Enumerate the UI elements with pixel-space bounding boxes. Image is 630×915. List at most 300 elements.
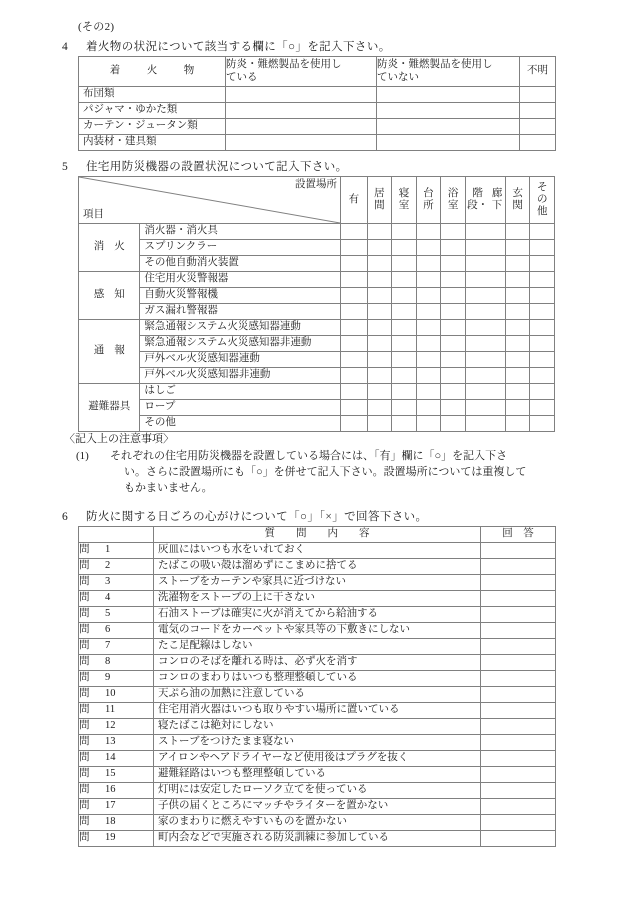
cell-unknown[interactable]	[520, 87, 556, 103]
table-row	[79, 783, 556, 799]
cell-answer[interactable]	[481, 543, 556, 559]
cell-unknown[interactable]	[520, 119, 556, 135]
col-header-has	[341, 177, 368, 224]
cell-item	[79, 135, 226, 151]
cell-location-genkan[interactable]	[505, 416, 530, 432]
cell-location-sonota[interactable]	[530, 352, 555, 368]
cell-location-daidokoro[interactable]	[416, 240, 441, 256]
vchar: 有	[348, 194, 360, 206]
cell-item-label: 内装材・建具類	[83, 136, 157, 148]
cell-location-sonota[interactable]	[530, 256, 555, 272]
cell-equipment-name-text: ロープ	[144, 401, 176, 413]
cell-location-kaidan_rouka[interactable]	[465, 368, 505, 384]
cell-location-ima[interactable]	[367, 272, 392, 288]
cell-location-shinshitsu[interactable]	[392, 336, 417, 352]
cell-item-label: 布団類	[83, 88, 115, 100]
cell-question-label: 問	[79, 736, 90, 748]
instruction-item	[64, 449, 534, 497]
cell-location-daidokoro[interactable]	[416, 352, 441, 368]
cell-equipment-name	[140, 368, 341, 384]
cell-location-genkan[interactable]	[505, 256, 530, 272]
col-header-bedroom	[392, 177, 417, 224]
cell-location-aru[interactable]	[341, 240, 368, 256]
cell-location-daidokoro[interactable]	[416, 336, 441, 352]
col-header-question-content: 質 問 内 容	[154, 527, 481, 543]
cell-equipment-name-text: 緊急通報システム火災感知器連動	[144, 321, 301, 333]
cell-item	[79, 87, 226, 103]
cell-question-content	[154, 559, 481, 575]
cell-question-label: 問	[79, 784, 90, 796]
cell-location-aru[interactable]	[341, 304, 368, 320]
table-header-row	[79, 527, 556, 543]
cell-question-content	[154, 607, 481, 623]
cell-location-sonota[interactable]	[530, 224, 555, 240]
cell-location-ima[interactable]	[367, 400, 392, 416]
cell-question-no	[79, 751, 154, 767]
cell-question-content	[154, 815, 481, 831]
cell-question-content	[154, 671, 481, 687]
cell-location-genkan[interactable]	[505, 320, 530, 336]
cell-location-kaidan_rouka[interactable]	[465, 320, 505, 336]
cell-location-aru[interactable]	[341, 416, 368, 432]
cell-question-label: 問	[79, 720, 90, 732]
cell-location-sonota[interactable]	[530, 336, 555, 352]
cell-location-genkan[interactable]	[505, 400, 530, 416]
cell-location-shinshitsu[interactable]	[392, 288, 417, 304]
row-group-label	[79, 384, 140, 432]
section-4-number: 4	[62, 41, 69, 53]
section-6-number: 6	[62, 511, 69, 523]
cell-question-no	[79, 623, 154, 639]
cell-equipment-name-text: その他自動消火装置	[144, 257, 239, 269]
cell-location-sonota[interactable]	[530, 416, 555, 432]
vchar: 室	[447, 200, 459, 211]
cell-location-ima[interactable]	[367, 352, 392, 368]
cell-flame-retardant-used[interactable]	[226, 87, 377, 103]
cell-question-label: 問	[79, 640, 90, 652]
cell-location-aru[interactable]	[341, 320, 368, 336]
cell-answer[interactable]	[481, 783, 556, 799]
cell-location-yokushitsu[interactable]	[441, 384, 466, 400]
table-row	[79, 256, 555, 272]
cell-location-aru[interactable]	[341, 384, 368, 400]
table-row	[79, 687, 556, 703]
cell-equipment-name-text: 住宅用火災警報器	[144, 273, 229, 285]
cell-location-kaidan_rouka[interactable]	[465, 400, 505, 416]
cell-location-yokushitsu[interactable]	[441, 352, 466, 368]
cell-location-yokushitsu[interactable]	[441, 304, 466, 320]
cell-question-content	[154, 639, 481, 655]
cell-flame-retardant-used[interactable]	[226, 135, 377, 151]
cell-location-sonota[interactable]	[530, 400, 555, 416]
cell-location-sonota[interactable]	[530, 240, 555, 256]
cell-unknown[interactable]	[520, 103, 556, 119]
cell-answer[interactable]	[481, 655, 556, 671]
table-row	[79, 799, 556, 815]
cell-location-ima[interactable]	[367, 368, 392, 384]
cell-location-kaidan_rouka[interactable]	[465, 304, 505, 320]
cell-question-content	[154, 687, 481, 703]
cell-flame-retardant-used[interactable]	[226, 103, 377, 119]
cell-question-content	[154, 767, 481, 783]
cell-location-aru[interactable]	[341, 368, 368, 384]
cell-question-content	[154, 575, 481, 591]
cell-equipment-name	[140, 320, 341, 336]
section-6-heading-text: 防火に関する日ごろの心がけについて「○」「×」で回答下さい。	[86, 511, 428, 523]
cell-location-shinshitsu[interactable]	[392, 416, 417, 432]
cell-location-daidokoro[interactable]	[416, 384, 441, 400]
cell-answer[interactable]	[481, 815, 556, 831]
cell-location-shinshitsu[interactable]	[392, 320, 417, 336]
table-row	[79, 607, 556, 623]
cell-location-yokushitsu[interactable]	[441, 288, 466, 304]
cell-question-no	[79, 655, 154, 671]
cell-location-ima[interactable]	[367, 256, 392, 272]
cell-location-shinshitsu[interactable]	[392, 224, 417, 240]
cell-location-ima[interactable]	[367, 416, 392, 432]
cell-location-kaidan_rouka[interactable]	[465, 336, 505, 352]
cell-equipment-name	[140, 384, 341, 400]
cell-question-no	[79, 783, 154, 799]
table-row	[79, 87, 556, 103]
cell-answer[interactable]	[481, 735, 556, 751]
cell-flame-retardant-used[interactable]	[226, 119, 377, 135]
vchar: 廊	[491, 188, 503, 200]
cell-location-ima[interactable]	[367, 288, 392, 304]
row-group-label-text: 通報	[93, 345, 135, 357]
cell-question-no	[79, 767, 154, 783]
cell-question-label: 問	[79, 816, 90, 828]
cell-location-aru[interactable]	[341, 288, 368, 304]
cell-question-no	[79, 559, 154, 575]
cell-question-number: 16	[105, 784, 116, 796]
cell-question-content	[154, 831, 481, 847]
cell-location-ima[interactable]	[367, 304, 392, 320]
col-header-question-no	[79, 527, 154, 543]
cell-unknown[interactable]	[520, 135, 556, 151]
cell-item	[79, 103, 226, 119]
instruction-line: それぞれの住宅用防災機器を設置している場合には、「有」欄に「○」を記入下さ	[110, 449, 508, 462]
cell-location-kaidan_rouka[interactable]	[465, 416, 505, 432]
cell-answer[interactable]	[481, 687, 556, 703]
cell-answer[interactable]	[481, 559, 556, 575]
cell-location-sonota[interactable]	[530, 288, 555, 304]
cell-answer[interactable]	[481, 751, 556, 767]
cell-location-genkan[interactable]	[505, 240, 530, 256]
cell-location-kaidan_rouka[interactable]	[465, 288, 505, 304]
row-group-label-text: 感知	[93, 289, 135, 301]
cell-location-shinshitsu[interactable]	[392, 240, 417, 256]
cell-equipment-name-text: スプリンクラー	[144, 241, 218, 253]
cell-question-content	[154, 799, 481, 815]
cell-question-label: 問	[79, 560, 90, 572]
cell-question-label: 問	[79, 704, 90, 716]
cell-question-number: 13	[105, 736, 116, 748]
cell-answer[interactable]	[481, 703, 556, 719]
cell-question-content	[154, 591, 481, 607]
table-row	[79, 575, 556, 591]
vchar: 段	[467, 200, 478, 211]
corner-diagonal-header	[79, 177, 341, 224]
cell-equipment-name	[140, 272, 341, 288]
cell-answer[interactable]	[481, 719, 556, 735]
cell-equipment-name	[140, 304, 341, 320]
cell-question-content-text: コンロのまわりはいつも整理整頓している	[158, 672, 358, 684]
cell-equipment-name-text: 消火器・消火具	[144, 225, 218, 237]
cell-location-kaidan_rouka[interactable]	[465, 240, 505, 256]
cell-location-genkan[interactable]	[505, 336, 530, 352]
cell-question-number: 2	[105, 560, 111, 572]
cell-question-no	[79, 799, 154, 815]
cell-question-number: 7	[105, 640, 111, 652]
cell-location-sonota[interactable]	[530, 272, 555, 288]
cell-question-content-text: ストーブをカーテンや家具に近づけない	[158, 576, 346, 588]
cell-equipment-name-text: 自動火災警報機	[144, 289, 218, 301]
cell-location-daidokoro[interactable]	[416, 368, 441, 384]
cell-question-number: 8	[105, 656, 111, 668]
cell-location-aru[interactable]	[341, 224, 368, 240]
cell-location-yokushitsu[interactable]	[441, 272, 466, 288]
cell-question-content-text: 石油ストーブは確実に火が消えてから給油する	[158, 608, 378, 620]
cell-answer[interactable]	[481, 607, 556, 623]
vchar: 玄	[512, 188, 523, 200]
cell-equipment-name	[140, 224, 341, 240]
cell-location-ima[interactable]	[367, 240, 392, 256]
cell-question-content-text: コンロのそばを離れる時は、必ず火を消す	[158, 656, 358, 668]
table-row	[79, 304, 555, 320]
cell-answer[interactable]	[481, 799, 556, 815]
row-group-label-text: 消火	[93, 241, 135, 253]
cell-location-aru[interactable]	[341, 352, 368, 368]
table-row	[79, 735, 556, 751]
cell-location-daidokoro[interactable]	[416, 288, 441, 304]
cell-equipment-name-text: 戸外ベル火災感知器非連動	[144, 369, 271, 381]
cell-equipment-name	[140, 400, 341, 416]
cell-question-number: 17	[105, 800, 116, 812]
col-header-living-room	[367, 177, 392, 224]
cell-location-aru[interactable]	[341, 400, 368, 416]
cell-answer[interactable]	[481, 623, 556, 639]
vchar: 室	[398, 200, 410, 211]
cell-equipment-name	[140, 336, 341, 352]
cell-location-sonota[interactable]	[530, 368, 555, 384]
instructions-items	[64, 449, 564, 497]
cell-answer[interactable]	[481, 671, 556, 687]
cell-question-number: 19	[105, 832, 116, 844]
cell-location-yokushitsu[interactable]	[441, 320, 466, 336]
cell-location-daidokoro[interactable]	[416, 320, 441, 336]
cell-answer[interactable]	[481, 575, 556, 591]
cell-location-sonota[interactable]	[530, 304, 555, 320]
section-5-heading-text: 住宅用防災機器の設置状況について記入下さい。	[86, 161, 348, 173]
cell-question-content-text: 寝たばこは絶対にしない	[158, 720, 274, 732]
ignition-object-table	[78, 56, 556, 151]
col-header-bathroom	[441, 177, 466, 224]
cell-question-content-text: 住宅用消火器はいつも取りやすい場所に置いている	[158, 704, 400, 716]
cell-equipment-name-text: ガス漏れ警報器	[144, 305, 218, 317]
cell-answer[interactable]	[481, 767, 556, 783]
cell-question-number: 4	[105, 592, 111, 604]
cell-location-sonota[interactable]	[530, 320, 555, 336]
cell-location-genkan[interactable]	[505, 288, 530, 304]
cell-location-kaidan_rouka[interactable]	[465, 352, 505, 368]
cell-answer[interactable]	[481, 591, 556, 607]
cell-question-content-text: 洗濯物をストーブの上に干さない	[158, 592, 315, 604]
table-row	[79, 416, 555, 432]
cell-question-number: 15	[105, 768, 116, 780]
cell-question-number: 5	[105, 608, 111, 620]
cell-question-no	[79, 735, 154, 751]
cell-location-genkan[interactable]	[505, 272, 530, 288]
vcol-part-b	[489, 188, 505, 212]
cell-answer[interactable]	[481, 639, 556, 655]
cell-question-no	[79, 671, 154, 687]
cell-flame-retardant-not-used[interactable]	[377, 135, 520, 151]
cell-location-aru[interactable]	[341, 272, 368, 288]
cell-question-no	[79, 591, 154, 607]
cell-question-no	[79, 687, 154, 703]
cell-question-no	[79, 575, 154, 591]
cell-location-shinshitsu[interactable]	[392, 352, 417, 368]
cell-question-no	[79, 639, 154, 655]
vchar: 他	[536, 205, 548, 217]
vchar: 所	[423, 200, 434, 211]
col-header-other	[530, 177, 555, 224]
table-row	[79, 103, 556, 119]
table-row	[79, 591, 556, 607]
cell-location-daidokoro[interactable]	[416, 304, 441, 320]
cell-question-label: 問	[79, 832, 90, 844]
cell-question-content	[154, 735, 481, 751]
cell-question-label: 問	[79, 592, 90, 604]
cell-location-kaidan_rouka[interactable]	[465, 256, 505, 272]
cell-location-yokushitsu[interactable]	[441, 336, 466, 352]
cell-location-genkan[interactable]	[505, 352, 530, 368]
cell-question-content-text: 子供の届くところにマッチやライターを置かない	[158, 800, 389, 812]
instruction-number: (1)	[76, 449, 89, 462]
col-header-flame-retardant-not-used: 防炎・難燃製品を使用し ていない	[377, 57, 520, 87]
cell-location-kaidan_rouka[interactable]	[465, 272, 505, 288]
table-row	[79, 639, 556, 655]
cell-question-label: 問	[79, 624, 90, 636]
cell-question-content	[154, 623, 481, 639]
cell-flame-retardant-not-used[interactable]	[377, 87, 520, 103]
cell-question-label: 問	[79, 672, 90, 684]
cell-location-daidokoro[interactable]	[416, 400, 441, 416]
cell-equipment-name	[140, 288, 341, 304]
cell-location-yokushitsu[interactable]	[441, 224, 466, 240]
cell-location-yokushitsu[interactable]	[441, 416, 466, 432]
cell-answer[interactable]	[481, 831, 556, 847]
cell-location-shinshitsu[interactable]	[392, 384, 417, 400]
table-row	[79, 336, 555, 352]
cell-location-yokushitsu[interactable]	[441, 240, 466, 256]
cell-flame-retardant-not-used[interactable]	[377, 103, 520, 119]
cell-question-label: 問	[79, 752, 90, 764]
cell-location-sonota[interactable]	[530, 384, 555, 400]
cell-location-kaidan_rouka[interactable]	[465, 384, 505, 400]
vchar: ・	[477, 200, 489, 211]
cell-question-no	[79, 543, 154, 559]
cell-question-content-text: 避難経路はいつも整理整頓している	[158, 768, 326, 780]
section-5-heading	[62, 158, 348, 174]
cell-location-daidokoro[interactable]	[416, 256, 441, 272]
cell-location-shinshitsu[interactable]	[392, 272, 417, 288]
cell-location-genkan[interactable]	[505, 368, 530, 384]
table-row	[79, 719, 556, 735]
cell-location-genkan[interactable]	[505, 384, 530, 400]
table-row	[79, 272, 555, 288]
cell-location-daidokoro[interactable]	[416, 272, 441, 288]
cell-location-daidokoro[interactable]	[416, 416, 441, 432]
cell-location-shinshitsu[interactable]	[392, 304, 417, 320]
cell-question-number: 9	[105, 672, 111, 684]
cell-location-ima[interactable]	[367, 224, 392, 240]
table-row	[79, 135, 556, 151]
cell-question-content-text: たこ足配線はしない	[158, 640, 253, 652]
col-header-unknown: 不明	[520, 57, 556, 87]
table-row	[79, 831, 556, 847]
cell-location-ima[interactable]	[367, 384, 392, 400]
cell-question-content-text: 天ぷら油の加熱に注意している	[158, 688, 305, 700]
col-header-stairs-corridor	[465, 177, 505, 224]
row-group-label	[79, 272, 140, 320]
cell-location-yokushitsu[interactable]	[441, 400, 466, 416]
cell-location-shinshitsu[interactable]	[392, 400, 417, 416]
vchar: の	[536, 194, 548, 206]
section-4-heading-text: 着火物の状況について該当する欄に「○」を記入下さい。	[86, 41, 391, 53]
cell-location-ima[interactable]	[367, 336, 392, 352]
vchar: 寝	[398, 188, 410, 200]
section-5-number: 5	[62, 161, 69, 173]
cell-question-content-text: ストーブをつけたまま寝ない	[158, 736, 294, 748]
cell-location-genkan[interactable]	[505, 304, 530, 320]
cell-question-number: 11	[105, 704, 116, 716]
vchar: 下	[491, 200, 503, 211]
cell-location-genkan[interactable]	[505, 224, 530, 240]
corner-label-item: 項目	[83, 208, 104, 220]
cell-question-number: 18	[105, 816, 116, 828]
cell-location-yokushitsu[interactable]	[441, 368, 466, 384]
cell-location-ima[interactable]	[367, 320, 392, 336]
cell-question-label: 問	[79, 656, 90, 668]
col-header-answer: 回 答	[481, 527, 556, 543]
cell-equipment-name-text: はしご	[144, 385, 176, 397]
section-6-heading	[62, 508, 427, 524]
vchar: 間	[374, 200, 385, 211]
cell-location-aru[interactable]	[341, 336, 368, 352]
table-row	[79, 119, 556, 135]
cell-location-yokushitsu[interactable]	[441, 256, 466, 272]
cell-question-content	[154, 543, 481, 559]
cell-location-aru[interactable]	[341, 256, 368, 272]
table-row	[79, 288, 555, 304]
cell-location-shinshitsu[interactable]	[392, 256, 417, 272]
instructions-title: 〈記入上の注意事項〉	[64, 433, 174, 445]
instructions-block	[64, 432, 564, 497]
cell-question-no	[79, 607, 154, 623]
cell-item-label: パジャマ・ゆかた類	[83, 104, 178, 116]
row-group-label	[79, 320, 140, 384]
cell-location-shinshitsu[interactable]	[392, 368, 417, 384]
cell-flame-retardant-not-used[interactable]	[377, 119, 520, 135]
cell-question-number: 6	[105, 624, 111, 636]
cell-question-number: 3	[105, 576, 111, 588]
table-row	[79, 240, 555, 256]
cell-location-daidokoro[interactable]	[416, 224, 441, 240]
table-row	[79, 751, 556, 767]
cell-location-kaidan_rouka[interactable]	[465, 224, 505, 240]
